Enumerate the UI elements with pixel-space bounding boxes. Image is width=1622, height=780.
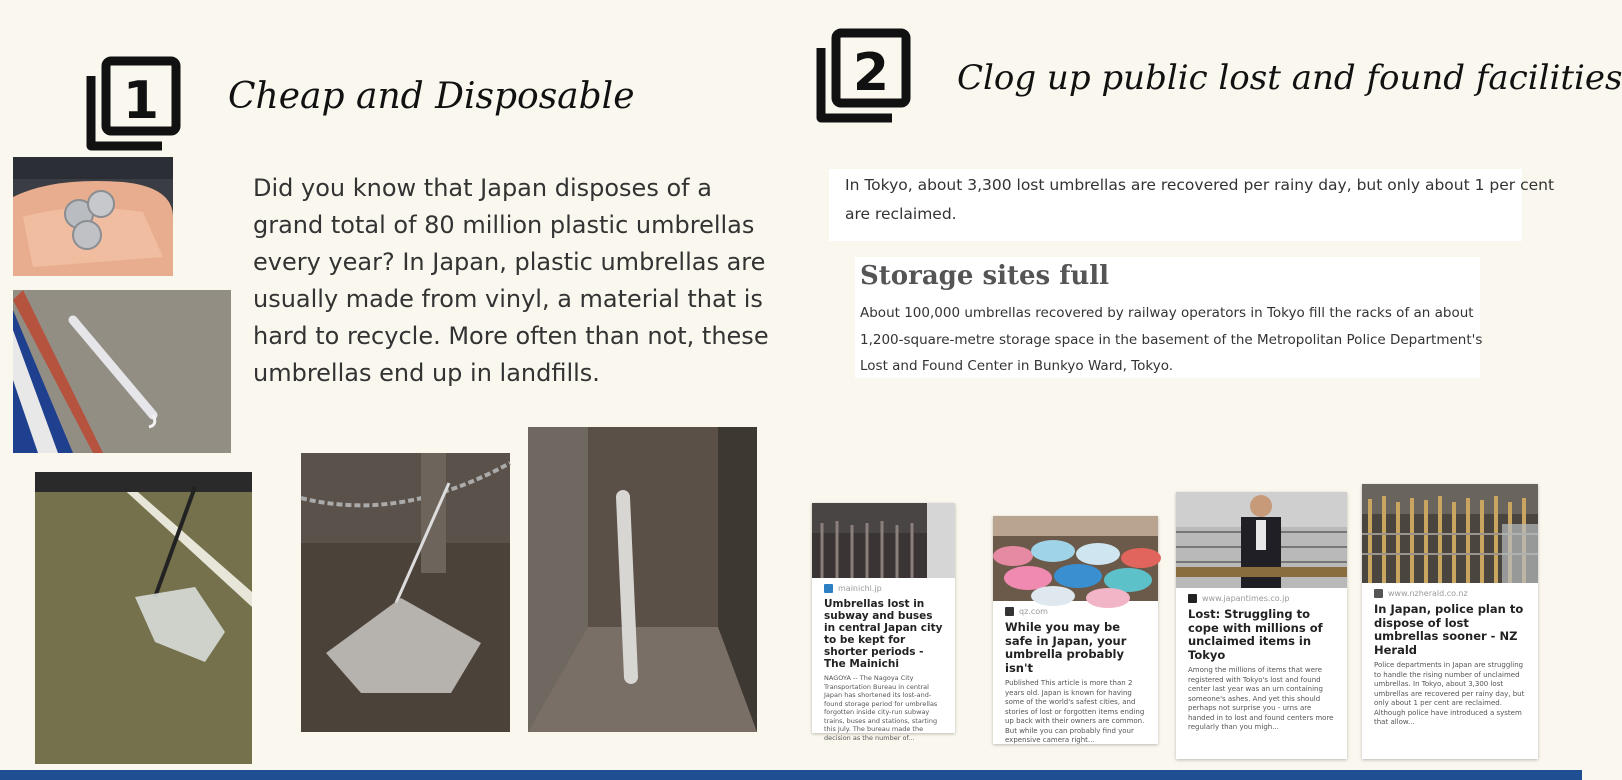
card-title[interactable]: In Japan, police plan to dispose of lost umbrellas sooner - NZ Herald [1374,602,1524,657]
card-description: NAGOYA -- The Nagoya City Transportation Bureau in central Japan has shortened its lost-and-found storage period for umbrellas forgotten inside city-run subway trains, buses and stations, starting this July. The bureau made the decision as the number of... [824,674,938,742]
broken-umbrella-photo [35,472,252,764]
umbrella-on-pavement-photo [13,290,231,453]
card-title[interactable]: Umbrellas lost in subway and buses in central Japan city to be kept for shorter periods - The Mainichi [824,598,943,670]
quote-line: Lost and Found Center in Bunkyo Ward, Tokyo. [860,358,1174,374]
card-thumbnail [1176,492,1347,588]
card-description: Published This article is more than 2 years old. Japan is known for having some of the world's safest cities, and stories of lost or forgotten items ending up back with their owners are common. But while you can probably find your expensive camera right... [1005,679,1145,744]
bottom-accent-bar [0,770,1582,780]
section-1-number-icon [86,56,182,152]
paragraph-line: grand total of 80 million plastic umbrellas [253,211,755,239]
paragraph-line: umbrellas end up in landfills. [253,359,600,387]
card-thumbnail [812,503,955,578]
card-source: mainichi.jp [838,584,882,593]
card-source: www.japantimes.co.jp [1202,594,1290,603]
card-thumbnail [1362,484,1538,583]
section-2-title: Clog up public lost and found facilities [957,58,1622,98]
quote-line: 1,200-square-metre storage space in the basement of the Metropolitan Police Department's [860,331,1483,348]
article-card-mainichi[interactable] [812,503,955,742]
section-1-title: Cheap and Disposable [228,76,635,117]
card-description: Police departments in Japan are struggling to handle the rising number of unclaimed umbrellas. In Tokyo, about 3,300 lost umbrellas are recovered per rainy day, but only about 1 per cent are reclaimed. Although police have introduced a system that allow... [1374,661,1525,726]
quote-line: are reclaimed. [845,205,957,223]
paragraph-line: hard to recycle. More often than not, these [253,322,769,350]
lost-umbrellas-quote [829,169,1555,241]
qz-favicon-icon [1005,607,1014,616]
section-1-number: 1 [122,71,160,131]
quote-line: About 100,000 umbrellas recovered by railway operators in Tokyo fill the racks of an about [860,305,1474,321]
article-card-nzherald[interactable] [1362,484,1538,759]
paragraph-line: Did you know that Japan disposes of a [253,174,712,202]
japantimes-favicon-icon [1188,594,1197,603]
folded-umbrella-photo [528,427,757,732]
card-title[interactable]: While you may be safe in Japan, your umbrella probably isn't [1005,620,1127,675]
coins-in-hand-photo [13,157,173,276]
storage-sites-quote [855,257,1483,378]
article-card-japantimes[interactable] [1176,492,1347,759]
card-thumbnail [993,516,1158,601]
article-card-qz[interactable] [993,516,1158,744]
paragraph-line: every year? In Japan, plastic umbrellas are [253,248,766,276]
card-title[interactable]: Lost: Struggling to cope with millions of unclaimed items in Tokyo [1188,607,1323,662]
card-source: www.nzherald.co.nz [1388,589,1468,598]
card-source: qz.com [1019,607,1048,616]
section-1-paragraph [253,170,793,392]
section-2-number-icon [816,28,912,124]
quote-line: In Tokyo, about 3,300 lost umbrellas are recovered per rainy day, but only about 1 per cent [845,176,1555,194]
nzherald-favicon-icon [1374,589,1383,598]
umbrella-on-chain-photo [301,453,510,732]
mainichi-favicon-icon [824,584,833,593]
paragraph-line: usually made from vinyl, a material that is [253,285,763,313]
card-description: Among the millions of items that were registered with Tokyo's lost and found center last year was an urn containing someone's ashes. And yet this should perhaps not surprise you - urns are handed in to lost and found centers more regularly than you migh... [1188,666,1334,731]
section-2-number: 2 [852,43,890,103]
storage-sites-heading: Storage sites full [860,261,1110,291]
